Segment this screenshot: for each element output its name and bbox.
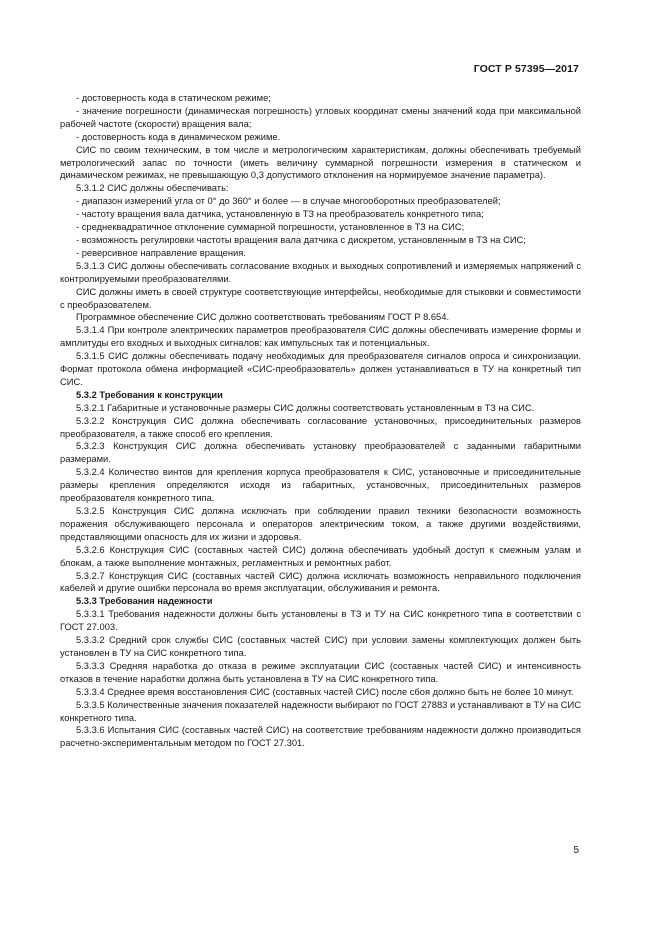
section-heading: 5.3.3 Требования надежности: [76, 596, 213, 607]
clause-5-3-2-4: 5.3.2.4 Количество винтов для крепления корпуса преобразователя к СИС, установочные и присоединительные размеры крепления определяются исходя из габаритных, установочных, присоединительных размеров преобразователя конкретного типа.: [60, 467, 581, 504]
list-item: - диапазон измерений угла от 0° до 360° и более — в случае многооборотных преобразователей;: [76, 196, 501, 207]
clause-5-3-2-3: 5.3.2.3 Конструкция СИС должна обеспечивать установку преобразователей с заданными габаритными размерами.: [60, 441, 581, 465]
paragraph: Программное обеспечение СИС должно соответствовать требованиям ГОСТ Р 8.654.: [76, 312, 450, 323]
clause-5-3-3-3: 5.3.3.3 Средняя наработка до отказа в режиме эксплуатации СИС (составных частей СИС) и интенсивность отказов в течение наработки должна быть установлена в ТУ на СИС конкретного типа.: [60, 660, 581, 684]
section-heading: 5.3.2 Требования к конструкции: [76, 389, 223, 400]
clause-5-3-3-1: 5.3.3.1 Требования надежности должны быть установлены в ТЗ и ТУ на СИС конкретного типа в соответствии с ГОСТ 27.003.: [60, 609, 581, 633]
clause-5-3-2-7: 5.3.2.7 Конструкция СИС (составных частей СИС) должна исключать возможность неправильного подключения кабелей и другие ошибки персонала во время эксплуатации, обслуживания и ремонта.: [60, 570, 581, 594]
clause-5-3-2-1: 5.3.2.1 Габаритные и установочные размеры СИС должны соответствовать установленным в ТЗ на СИС.: [76, 402, 535, 413]
clause-5-3-3-4: 5.3.3.4 Среднее время восстановления СИС (составных частей СИС) после сбоя должно быть не более 10 минут.: [76, 686, 574, 697]
clause-5-3-3-6: 5.3.3.6 Испытания СИС (составных частей СИС) на соответствие требованиям надежности должно производиться расчетно-экспериментальным методом по ГОСТ 27.301.: [60, 725, 581, 749]
clause-5-3-1-2: 5.3.1.2 СИС должны обеспечивать:: [76, 183, 229, 194]
list-item: - среднеквадратичное отклонение суммарной погрешности, установленное в ТЗ на СИС;: [76, 222, 465, 233]
list-item: - достоверность кода в статическом режиме;: [76, 93, 271, 103]
clause-5-3-1-5: 5.3.1.5 СИС должны обеспечивать подачу необходимых для преобразователя сигналов опроса и синхронизации. Формат протокола обмена информацией «СИС-преобразователь» должен устанавливаться в ТУ на конкретный тип СИС.: [60, 351, 581, 387]
standard-header: ГОСТ Р 57395—2017: [473, 63, 579, 75]
list-item: - частоту вращения вала датчика, установленную в ТЗ на преобразователь конкретного типа;: [76, 209, 484, 220]
list-item: - реверсивное направление вращения.: [76, 247, 246, 258]
paragraph: СИС должны иметь в своей структуре соответствующие интерфейсы, необходимые для стыковки и совместимости с преобразователем.: [60, 286, 581, 310]
list-item: - возможность регулировки частоты вращения вала датчика с дискретом, установленным в ТЗ на СИС;: [76, 234, 526, 245]
clause-5-3-3-5: 5.3.3.5 Количественные значения показателей надежности выбирают по ГОСТ 27883 и устанавливают в ТУ на СИС конкретного типа.: [60, 699, 581, 723]
clause-5-3-1-3: 5.3.1.3 СИС должны обеспечивать согласование входных и выходных сопротивлений и измеряемых напряжений с контролируемыми преобразователями.: [60, 260, 581, 284]
document-body: [60, 92, 581, 750]
paragraph: СИС по своим техническим, в том числе и метрологическим характеристикам, должны обеспечивать требуемый метрологический запас по точности (иметь величину суммарной погрешности измерения в статическом и динамическом режимах, не превышающую 0,3 допустимого отклонения на нормируемое значение параметра).: [60, 144, 581, 181]
clause-5-3-2-6: 5.3.2.6 Конструкция СИС (составных частей СИС) должна обеспечивать удобный доступ к смежным узлам и блокам, а также выполнение монтажных, регламентных и ремонтных работ.: [60, 544, 581, 568]
clause-5-3-2-5: 5.3.2.5 Конструкция СИС должна исключать при соблюдении правил техники безопасности возможность поражения обслуживающего персонала и операторов электрическим током, а также другими воздействиями, представляющими опасность для их жизни и здоровья.: [60, 506, 581, 542]
clause-5-3-1-4: 5.3.1.4 При контроле электрических параметров преобразователя СИС должны обеспечивать измерение формы и амплитуды его входных и выходных сигналов: как импульсных так и потенциальных.: [60, 325, 581, 349]
list-item: - значение погрешности (динамическая погрешность) угловых координат смены значений кода при максимальной рабочей частоте (скорости) вращения вала;: [60, 105, 581, 129]
page-number: 5: [573, 845, 579, 856]
list-item: - достоверность кода в динамическом режиме.: [76, 131, 281, 142]
clause-5-3-3-2: 5.3.3.2 Средний срок службы СИС (составных частей СИС) при условии замены комплектующих должен быть установлен в ТУ на СИС конкретного типа.: [60, 635, 581, 658]
clause-5-3-2-2: 5.3.2.2 Конструкция СИС должна обеспечивать согласование установочных, присоединительных размеров преобразователя, а также способ его крепления.: [60, 415, 581, 439]
